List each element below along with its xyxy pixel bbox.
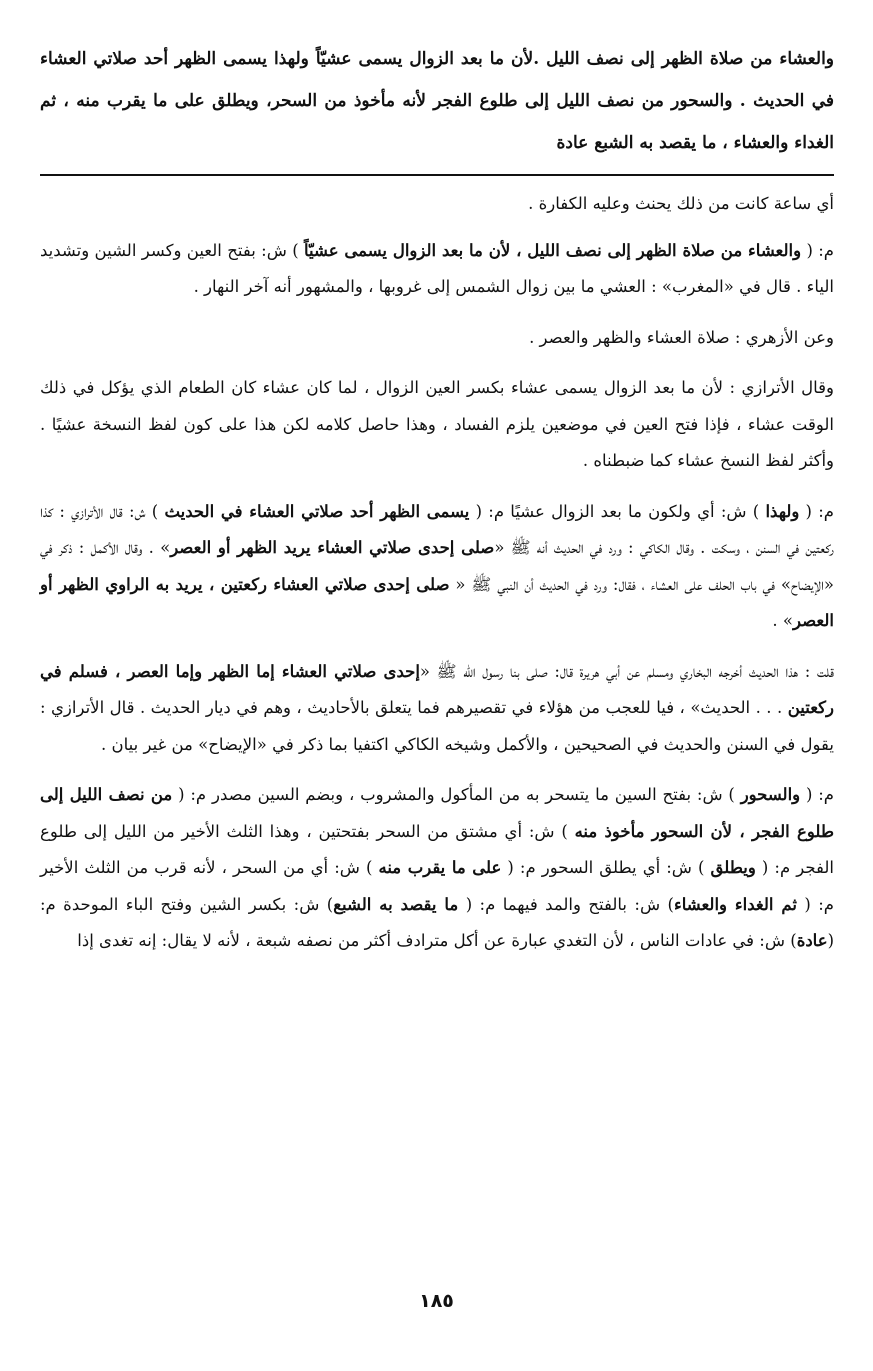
hadith-text: إحدى صلاتي العشاء إما الظهر وإما العصر ، فسلم في ركعتين (40, 661, 834, 717)
marker: م: ( (800, 785, 835, 804)
hadith-text: صلى إحدى صلاتي العشاء ركعتين ، يريد به الراوي الظهر أو العصر (40, 574, 834, 630)
marker: م: ( (799, 501, 835, 521)
page-body (40, 38, 834, 974)
page-number: ١٨٥ (419, 1290, 454, 1312)
commentary-text: . . . الحديث» ، فيا للعجب من هؤلاء في تقصيرهم فما يتعلق بالأحاديث ، وهم في ديار الحديث . قال الأترازي : يقول في السنن والحديث في الصحيحين ، والأكمل وشيخه الكاكي اكتفيا بما ذكر في «الإيضاح» من غير بيان . (40, 698, 834, 754)
commentary-text: ) ش: أي ولكون ما بعد الزوال عشيًا م: ( (469, 501, 766, 521)
commentary-text: ) ش: أي يطلق السحور م: ( (501, 858, 711, 877)
commentary-text: ) ش: أي من السحر ، لأنه قرب من الثلث الأخير م: ( (40, 858, 835, 914)
quoted-matn: ما يقصد به الشبع (333, 894, 459, 914)
separator-line (40, 174, 834, 176)
commentary-text: ) ش: بكسر الشين وفتح الباء الموحدة م: ( (40, 894, 834, 950)
commentary (40, 186, 834, 960)
quoted-matn: والسحور (740, 785, 801, 804)
commentary-text: ) ش: أي مشتق من السحر بفتحتين ، وهذا الثلث الأخير من الليل إلى طلوع الفجر م: ( (40, 821, 834, 877)
quoted-matn: من نصف الليل إلى طلوع الفجر ، لأن السحور مأخوذ منه (40, 785, 834, 841)
quoted-matn: على ما يقرب منه (378, 858, 502, 877)
hadith-text: صلى إحدى صلاتي العشاء يريد الظهر أو العصر (170, 538, 495, 557)
marker: م: ( (801, 240, 835, 260)
commentary-paragraph-4: وقال الأترازي : لأن ما بعد الزوال يسمى عشاء بكسر العين الزوال ، لما كان عشاء كان الطعام الذي يؤكل في ذلك الوقت عشاء ، فإذا فتح العين في موضعين يلزم الفساد ، وهذا حاصل كلامه لكن هذا على كون لفظ النسخة عشيًا . وأكثر لفظ النسخ عشاء كما ضبطناه . (40, 378, 834, 470)
commentary-text: قلت : هذا الحديث أخرجه البخاري ومسلم عن أبي هريرة قال: صلى بنا رسول الله ﷺ « (419, 661, 834, 681)
commentary-text: ) ش: بالفتح والمد فيهما م: ( (458, 894, 674, 914)
quoted-matn: ويطلق (710, 858, 756, 877)
commentary-paragraph-2 (40, 233, 834, 306)
commentary-text: ) ش: قال الأترازي : كذا ركعتين في السنن ، وسكت . وقال الكاكي : ورد في الحديث أنه ﷺ « (40, 501, 834, 557)
commentary-paragraph-1: أي ساعة كانت من ذلك يحنث وعليه الكفارة . (528, 194, 834, 213)
matn-text: والعشاء من صلاة الظهر إلى نصف الليل .لأن ما بعد الزوال يسمى عشيّاً ولهذا يسمى الظهر أحد صلاتي العشاء في الحديث . والسحور من نصف الليل إلى طلوع الفجر لأنه مأخوذ من السحر، ويطلق على ما يقرب منه ، ثم الغداء والعشاء ، ما يقصد به الشبع عادة (40, 49, 834, 153)
commentary-text: ) ش: بفتح السين ما يتسحر به من المأكول والمشروب ، وبضم السين مصدر م: ( (172, 785, 741, 804)
commentary-text: » . وقال الأكمل : ذكر في «الإيضاح» في باب الحلف على العشاء ، فقال: ورد في الحديث أن النبي ﷺ « (40, 538, 834, 594)
commentary-text: ) ش: بفتح العين وكسر الشين وتشديد الياء . قال في «المغرب» : العشي ما بين زوال الشمس إلى غروبها ، والمشهور أنه آخر النهار . (40, 240, 834, 296)
commentary-paragraph-6 (40, 654, 834, 764)
commentary-text: » . (772, 611, 794, 630)
quoted-matn: ثم الغداء والعشاء (673, 894, 797, 914)
commentary-paragraph-5 (40, 494, 834, 640)
commentary-paragraph-7 (40, 777, 834, 960)
commentary-text: ) ش: في عادات الناس ، لأن التغدي عبارة عن أكل مترادف أكثر من نصفه شبعة ، لأنه لا يقال: إنه تغدى إذا (77, 931, 797, 950)
quoted-matn: يسمى الظهر أحد صلاتي العشاء في الحديث (164, 501, 470, 521)
commentary-paragraph-3: وعن الأزهري : صلاة العشاء والظهر والعصر . (529, 327, 834, 347)
quoted-matn: والعشاء من صلاة الظهر إلى نصف الليل ، لأن ما بعد الزوال يسمى عشيّاً (303, 240, 802, 260)
quoted-matn: ولهذا (765, 501, 800, 521)
quoted-matn: عادة (796, 931, 828, 950)
